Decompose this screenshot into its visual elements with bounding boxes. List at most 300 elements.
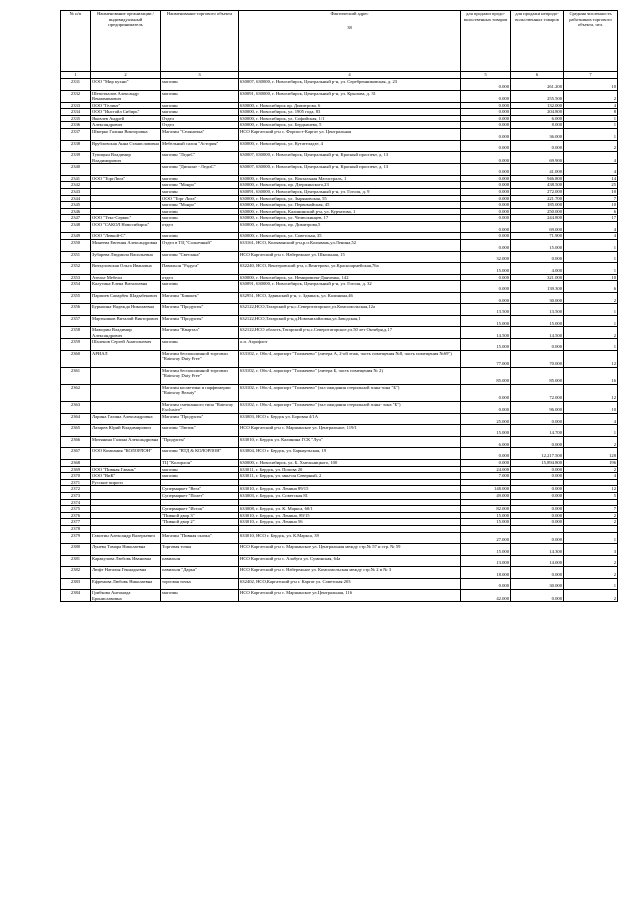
row-number: 2364 [61,413,91,425]
worker-count: 10 [564,401,618,413]
nonfood-area: 255.500 [511,90,564,102]
row-number: 2375 [61,506,91,513]
food-area: 15.000 [461,544,511,556]
row-number: 2355 [61,292,91,304]
object-name: магазин [161,208,239,215]
object-name: магазин "Монро" [161,182,239,189]
worker-count: 4 [564,221,618,233]
table-row [61,459,618,466]
row-number: 2342 [61,182,91,189]
address: 630000, г. Новосибирск, ул. Вокзальная Магистраль, 1 [239,175,461,182]
organization-name: Бурыкина Надежда Николаевна [91,304,161,316]
table-row [61,466,618,473]
organization-name: ООО "Инстайл Сибирь" [91,109,161,116]
food-area [461,525,511,532]
worker-count: 4 [564,152,618,164]
row-number: 2334 [61,109,91,116]
table-row [61,304,618,316]
food-area: 15.000 [461,512,511,519]
object-name: Магазин "Продукты" [161,304,239,316]
object-name: Супермаркет "Вега" [161,486,239,493]
header-organization: Наименование организации / индивидуальный предприниматель [91,11,161,72]
organization-name: Ефремова Любовь Николаевна [91,578,161,590]
organization-name: ООО "Гелинт" [91,102,161,109]
worker-count: 17 [564,215,618,222]
organization-name: Каракулова Любовь Ивановна [91,555,161,567]
food-area: 0.000 [461,122,511,129]
row-number: 2341 [61,175,91,182]
address: 633008, г. Бердск, ул. К. Маркса, 60/1 [239,506,461,513]
food-area: 0.000 [461,109,511,116]
table-row [61,567,618,579]
row-number: 2349 [61,233,91,240]
object-name: павильон [161,555,239,567]
row-number: 2362 [61,384,91,401]
food-area: 42.000 [461,590,511,602]
table-row [61,140,618,152]
table-row [61,115,618,122]
object-name: магазин "Лютик" [161,425,239,437]
address: 633010, НСО г. Бердск, ул. К.Маркса, 39 [239,532,461,544]
food-area: 0.000 [461,448,511,460]
nonfood-area: 14.700 [511,425,564,437]
row-number: 2331 [61,79,91,91]
worker-count: 2 [564,466,618,473]
nonfood-area: 14.500 [511,327,564,339]
nonfood-area [511,479,564,486]
organization-name: Митянина Галина Александровна [91,436,161,448]
nonfood-area: 0.000 [511,486,564,493]
address: НСО Каргатский р-н с. Набережное ул. Комсомольская между стр.№ 2 и № 3 [239,567,461,579]
address: 630000, г. Новосибирск, ул. 1905 года, 83 [239,109,461,116]
table-row [61,486,618,493]
food-area: 0.000 [461,578,511,590]
object-name: магазин [161,590,239,602]
row-number: 2340 [61,164,91,176]
worker-count: 4 [564,164,618,176]
object-name: магазин "Светлана" [161,251,239,263]
address [239,479,461,486]
worker-count: 1 [564,304,618,316]
worker-count: 2 [564,590,618,602]
object-name: магазин [161,339,239,351]
row-number: 2383 [61,578,91,590]
worker-count: 12 [564,384,618,401]
object-name: павильон "Дарья" [161,567,239,579]
food-area: 0.000 [461,115,511,122]
address: 630091, 630000, г. Новосибирск, Центральный р-н, ул. Гоголя, д. 32 [239,281,461,293]
row-number: 2350 [61,240,91,252]
organization-name: Виткуловская Ольга Ивановна [91,263,161,275]
object-name: магазин [161,175,239,182]
address: НСО Каргатский р-н с. Набережное ул. Школьная, 15 [239,251,461,263]
object-name: "Продукты" [161,436,239,448]
table-row [61,532,618,544]
object-name: Магазин "Селяночка" [161,129,239,141]
worker-count: 16 [564,367,618,384]
object-name: Магазин "Пивная сказка" [161,532,239,544]
row-number: 2382 [61,567,91,579]
table-row [61,281,618,293]
table-row [61,240,618,252]
address: 630000, г. Новосибирск, ул. Бердышева, 5 [239,122,461,129]
address: 633003, г. Бердск, ул. Советская 81 [239,492,461,499]
nonfood-area [511,525,564,532]
worker-count: 1 [564,122,618,129]
row-number: 2372 [61,486,91,493]
food-area: 0.000 [461,240,511,252]
worker-count: 1 [564,240,618,252]
address [239,525,461,532]
row-number: 2333 [61,102,91,109]
col-number: 4 [239,72,461,79]
row-number: 2346 [61,208,91,215]
address: 633010, г. Бердск ул. Калинина ГСК "Луч" [239,436,461,448]
object-name: ООО "Торг Лига" [161,195,239,202]
organization-name [91,459,161,466]
row-number: 2384 [61,590,91,602]
address: 630000, г. Новосибирск, ул. Немировича-Данченко, 142 [239,274,461,281]
address: 633102, г. Обь-4, аэропорт "Толмачево" (зал ожидания стерильной зоны- зона "Б") [239,401,461,413]
address: 632951, НСО, Здвинский р-н, с. Здвинск, ул. Калинина,46 [239,292,461,304]
table-row [61,315,618,327]
col-number: 7 [564,72,618,79]
object-name: магазин "ВТД & КОЛОРЛОН" [161,448,239,460]
object-name: магазин [161,281,239,293]
nonfood-area: 261.200 [511,79,564,91]
row-number: 2367 [61,448,91,460]
address: 630000, г. Новосибирск, ул. Первомайская, 45 [239,202,461,209]
address: НСО Каргатский р-н с. Маршанское ул. Центральная между стр.№ 57 и стр. № 59 [239,544,461,556]
table-row [61,263,618,275]
food-area [461,479,511,486]
header-food-area: для продажи продо-вольственных товаров [461,11,511,72]
table-row [61,499,618,506]
nonfood-area: 438.500 [511,182,564,189]
row-number: 2373 [61,492,91,499]
food-area: 0.000 [461,102,511,109]
address: 632122,НСО,Татарский р-н,с.Северотатарское,ул.Комсомольская,12а [239,304,461,316]
address: 633161, НСО, Колыванский р-н,р.п.Колывань,ул.Ленина,52 [239,240,461,252]
row-number: 2365 [61,425,91,437]
worker-count: 2 [564,519,618,526]
worker-count: 2 [564,567,618,579]
address: 630000, г. Новосибирск, ул. Зыряновская, 55 [239,195,461,202]
organization-name: Минеева Евгения Александровна [91,240,161,252]
object-name: магазин [161,90,239,102]
organization-name: Ларина Галина Александровна [91,413,161,425]
address: 633004, НСО г. Бердск, ул. Барнаульская, 19 [239,448,461,460]
object-name: Магазин "Продукты" [161,315,239,327]
row-number: 2360 [61,350,91,367]
organization-name: Русские пироги [91,479,161,486]
table-row [61,152,618,164]
address: 630000, г. Новосибирск, ул. Челюскинцев, 17 [239,215,461,222]
food-area: 0.000 [461,221,511,233]
nonfood-area: 204.800 [511,109,564,116]
organization-name [91,384,161,401]
table-row [61,479,618,486]
nonfood-area: 8.000 [511,122,564,129]
food-area: 24.000 [461,466,511,473]
address: 630091, 630000, г. Новосибирск, Центральный р-н, ул. Гоголя, д. 9 [239,188,461,195]
object-name: магазин [161,215,239,222]
address: 633011, г. Бердск, ул. Попова 20 [239,466,461,473]
object-name: Отдел в ТЦ "Солнечный" [161,240,239,252]
nonfood-area: 0.000 [511,506,564,513]
worker-count: 4 [564,102,618,109]
table-row [61,79,618,91]
address: 630000, г. Новосибирск, ул. Софийская, 1/1 [239,115,461,122]
organization-name [91,486,161,493]
address: 633010, г. Бердск, ул. Ленина, 89/15 [239,512,461,519]
row-number: 2379 [61,532,91,544]
table-row [61,413,618,425]
table-row [61,578,618,590]
object-name: Магазин беспошлинной торговли "Rainway Duty Free" [161,350,239,367]
address: 633011, г. Бердск, ул. мкн-он Северный, 2 [239,473,461,480]
worker-count: 2 [564,436,618,448]
food-area: 0.000 [461,129,511,141]
nonfood-area: 85.000 [511,367,564,384]
nonfood-area: 6.000 [511,115,564,122]
worker-count: 1 [564,251,618,263]
organization-name: ООО "ВиК" [91,473,161,480]
worker-count: 2 [564,555,618,567]
col-number: 3 [161,72,239,79]
nonfood-area: 221.700 [511,195,564,202]
address: 630000, г. Новосибирск, пр. Дзержинского,23 [239,182,461,189]
object-name: ТЦ "Колорлон" [161,459,239,466]
food-area: 0.000 [461,175,511,182]
object-name: магазин [161,233,239,240]
table-row [61,129,618,141]
worker-count: 1 [564,339,618,351]
row-number: 2381 [61,555,91,567]
table-row [61,436,618,448]
table-row [61,208,618,215]
object-name: магазин "Монро" [161,202,239,209]
food-area: 0.000 [461,195,511,202]
table-row [61,202,618,209]
object-name: торговая точка [161,578,239,590]
worker-count: 5 [564,492,618,499]
header-address: Фактический адрес 38 [239,11,461,72]
worker-count: 2 [564,327,618,339]
table-row [61,195,618,202]
food-area: 0.000 [461,90,511,102]
worker-count: 2 [564,512,618,519]
table-row [61,233,618,240]
organization-name [91,525,161,532]
worker-count: 1 [564,129,618,141]
object-name: Магазин "Квартал" [161,327,239,339]
organization-name: Гамотин Александр Валерьевич [91,532,161,544]
food-area: 0.000 [461,215,511,222]
worker-count: 2 [564,292,618,304]
address: 632240, НСО, Венгеровский р-н, с.Венгерово, ул.Красноармейская,76а [239,263,461,275]
food-area: 0.000 [461,182,511,189]
food-area: 15.000 [461,425,511,437]
table-row [61,327,618,339]
organization-name [91,512,161,519]
table-row [61,506,618,513]
header-number: № п/п [61,11,91,72]
row-number: 2332 [61,90,91,102]
nonfood-area: 0.000 [511,567,564,579]
table-row [61,215,618,222]
worker-count: 4 [564,473,618,480]
row-number: 2343 [61,188,91,195]
table-row [61,350,618,367]
object-name: магазин [161,188,239,195]
nonfood-area: 0.000 [511,512,564,519]
organization-name: Шепоткалов Александр Вениаминович [91,90,161,102]
nonfood-area: 0.000 [511,473,564,480]
food-area: 0.000 [461,208,511,215]
table-row [61,590,618,602]
row-number: 2347 [61,215,91,222]
object-name [161,525,239,532]
object-name: Магазин "Продукты" [161,413,239,425]
organization-name: ООО "САКОЛ Новосибирск" [91,221,161,233]
address: НСО Каргатский р-н с. Маршанское ул.Центральная, 116 [239,590,461,602]
address: 630091, 630000, г. Новосибирск, Центральный р-н, ул. Крылова, д. 31 [239,90,461,102]
organization-name [91,492,161,499]
worker-count: 2 [564,140,618,152]
table-row [61,401,618,413]
row-number: 2337 [61,129,91,141]
address: НСО Каргатский р-н с. Алабуга ул. Суминская, 64а [239,555,461,567]
nonfood-area: 14.000 [511,555,564,567]
nonfood-area: 96.000 [511,401,564,413]
worker-count: 6 [564,208,618,215]
organization-name: АРИАЛ [91,350,161,367]
address: 630000, г. Новосибирск, Калининский р-н, ул. Курчатова, 1 [239,208,461,215]
nonfood-area: 0.000 [511,519,564,526]
organization-name: Ателье Мебели [91,274,161,281]
table-row [61,425,618,437]
nonfood-area: 41.000 [511,164,564,176]
organization-name: ООО "Текс-Сервис" [91,215,161,222]
object-name: Магазин смешанного типа "Rainway Exclusive" [161,401,239,413]
row-number: 2352 [61,263,91,275]
nonfood-area: 15.000 [511,315,564,327]
col-number: 1 [61,72,91,79]
nonfood-area: 15.000 [511,240,564,252]
nonfood-area: 132.000 [511,102,564,109]
worker-count: 7 [564,506,618,513]
worker-count: 14 [564,175,618,182]
food-area: 14.500 [461,327,511,339]
object-name: магазин [161,102,239,109]
organization-name: Калугина Елена Витальевна [91,281,161,293]
organization-name: Шаленов Сергей Анатольевич [91,339,161,351]
row-number: 2354 [61,281,91,293]
address: 630000, г. Новосибирск, ул. Советская, 35 [239,233,461,240]
nonfood-area: 244.800 [511,215,564,222]
row-number: 2376 [61,512,91,519]
organization-name [91,202,161,209]
address: 633102, г. Обь-4, аэропорт "Толмачево" (литера Б, часть помещения № 2) [239,367,461,384]
table-row [61,367,618,384]
table-row [61,188,618,195]
nonfood-area: 0.000 [511,339,564,351]
row-number: 2344 [61,195,91,202]
address: 633010, г. Бердск, ул. Ленина 56 [239,519,461,526]
registry-table [60,10,618,602]
organization-name [91,164,161,176]
col-number: 6 [511,72,564,79]
header-nonfood-area: для продажи непродо-вольственных товаров [511,11,564,72]
table-row [61,473,618,480]
food-area: 0.000 [461,140,511,152]
table-row [61,292,618,304]
row-number: 2363 [61,401,91,413]
nonfood-area: 36.000 [511,129,564,141]
object-name: Магазин беспошлинной торговли "Rainway Duty Free" [161,367,239,384]
organization-name [91,195,161,202]
nonfood-area: 4.000 [511,263,564,275]
nonfood-area: 69.900 [511,152,564,164]
object-name: Торговая точка [161,544,239,556]
organization-name: ООО "Левкой-С" [91,233,161,240]
organization-name: Лунева Тамара Николаевна [91,544,161,556]
row-number: 2377 [61,519,91,526]
food-area: 13.500 [461,304,511,316]
food-area: 25.000 [461,413,511,425]
nonfood-area: 250.000 [511,208,564,215]
worker-count: 4 [564,233,618,240]
worker-count: 1 [564,263,618,275]
worker-count: 2 [564,90,618,102]
food-area: 85.000 [461,367,511,384]
organization-name: Зубарева Людмила Васильевна [91,251,161,263]
address: 630007, 630000, г. Новосибирск, Центральный р-н, Красный проспект, д. 13 [239,152,461,164]
object-name: Магазин косметики и парфюмерии "Rainway Beauty" [161,384,239,401]
nonfood-area: 70.000 [511,350,564,367]
table-row [61,175,618,182]
address: 630000, г. Новосибирск, ул. Кутателадзе, 4 [239,140,461,152]
table-row [61,512,618,519]
worker-count: 1 [564,532,618,544]
food-area: 0.000 [461,281,511,293]
nonfood-area: 0.000 [511,413,564,425]
organization-name [91,208,161,215]
row-number: 2335 [61,115,91,122]
table-row [61,525,618,532]
header-workers: Средняя численность работников торгового объекта, чел. [564,11,618,72]
food-area: 13.000 [461,555,511,567]
food-area: 49.000 [461,492,511,499]
object-name [161,499,239,506]
organization-name [91,182,161,189]
food-area: 15.000 [461,263,511,275]
col-number: 2 [91,72,161,79]
row-number: 2369 [61,466,91,473]
food-area: 0.000 [461,164,511,176]
row-number: 2378 [61,525,91,532]
address: НСО Каргатский р-н с. Форпост-Каргат ул. Центральная [239,129,461,141]
address: 630000, г. Новосибирск, ул. Б. Хмельницкого, 100 [239,459,461,466]
worker-count: 10 [564,188,618,195]
object-name: отдел [161,274,239,281]
food-area: 15.000 [461,339,511,351]
food-area: 0.000 [461,292,511,304]
nonfood-area: 946.800 [511,175,564,182]
nonfood-area: 0.000 [511,532,564,544]
organization-name [91,499,161,506]
